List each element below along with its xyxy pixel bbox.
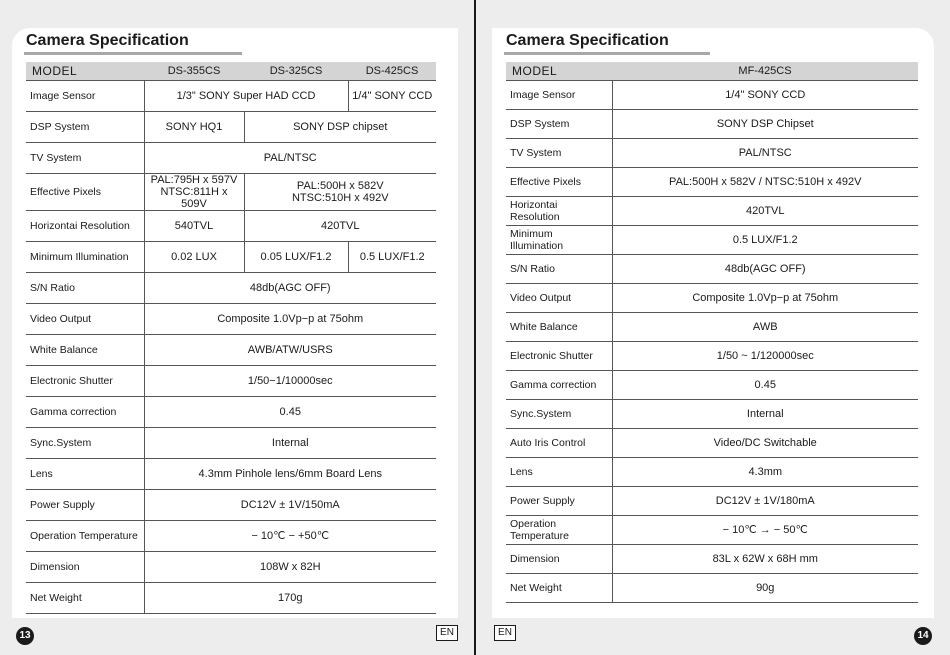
cell-value: 48db(AGC OFF) — [144, 273, 436, 304]
table-row — [26, 366, 436, 397]
row-label: Dimension — [26, 552, 144, 583]
spec-rows — [506, 81, 918, 603]
pal-pixels: PAL:500H x 582V — [296, 180, 384, 192]
table-row — [506, 516, 918, 545]
cell-value: 4.3mm — [612, 458, 918, 487]
row-label: Effective Pixels — [506, 168, 612, 197]
spec-table-mf — [506, 62, 918, 603]
table-row — [506, 110, 918, 139]
row-label: Sync.System — [506, 400, 612, 429]
cell-value: DC12V ± 1V/180mA — [612, 487, 918, 516]
row-label: White Balance — [506, 313, 612, 342]
table-row — [506, 226, 918, 255]
cell-value: 90g — [612, 574, 918, 603]
table-row — [26, 174, 436, 211]
cell-value: PAL:500H x 582V / NTSC:510H x 492V — [612, 168, 918, 197]
right-sheet — [492, 28, 934, 618]
row-label: Lens — [26, 459, 144, 490]
left-sheet — [12, 28, 458, 618]
left-page — [0, 0, 474, 655]
page-title: Camera Specification — [26, 32, 189, 49]
table-row — [26, 211, 436, 242]
table-row — [506, 139, 918, 168]
cell-value: Video/DC Switchable — [612, 429, 918, 458]
header-row — [506, 62, 918, 81]
table-row — [506, 284, 918, 313]
row-label: Net Weight — [506, 574, 612, 603]
row-label: DSP System — [506, 110, 612, 139]
row-label: Power Supply — [26, 490, 144, 521]
row-label: Operation Temperature — [26, 521, 144, 552]
row-label: Video Output — [506, 284, 612, 313]
row-label: Electronic Shutter — [506, 342, 612, 371]
table-row — [506, 545, 918, 574]
cell-value: 1/4" SONY CCD — [348, 81, 436, 112]
cell-value: 1/50−1/10000sec — [144, 366, 436, 397]
cell-value: Internal — [144, 428, 436, 459]
table-row — [26, 112, 436, 143]
row-label: S/N Ratio — [26, 273, 144, 304]
row-label: Lens — [506, 458, 612, 487]
cell-value: 0.5 LUX/F1.2 — [612, 226, 918, 255]
cell-value: 0.02 LUX — [144, 242, 244, 273]
row-label: TV System — [26, 143, 144, 174]
cell-value: AWB/ATW/USRS — [144, 335, 436, 366]
right-page — [476, 0, 950, 655]
cell-value: 48db(AGC OFF) — [612, 255, 918, 284]
cell-value: − 10℃ → − 50℃ — [612, 516, 918, 545]
header-row — [26, 62, 436, 81]
cell-value: SONY DSP chipset — [244, 112, 436, 143]
cell-value: 420TVL — [612, 197, 918, 226]
table-row — [26, 242, 436, 273]
cell-value: 0.5 LUX/F1.2 — [348, 242, 436, 273]
model-ds-425cs: DS-425CS — [348, 62, 436, 81]
page-number: 13 — [16, 627, 34, 645]
cell-value: Composite 1.0Vp−p at 75ohm — [612, 284, 918, 313]
table-row — [26, 521, 436, 552]
row-label: TV System — [506, 139, 612, 168]
cell-value: SONY DSP Chipset — [612, 110, 918, 139]
table-row — [26, 304, 436, 335]
table-row — [506, 81, 918, 110]
cell-value: SONY HQ1 — [144, 112, 244, 143]
table-row — [506, 313, 918, 342]
table-row — [26, 552, 436, 583]
row-label: Minimum Illumination — [506, 226, 612, 255]
table-row — [506, 487, 918, 516]
table-row — [506, 342, 918, 371]
title-underline — [24, 52, 242, 55]
table-row — [26, 273, 436, 304]
row-label: Electronic Shutter — [26, 366, 144, 397]
cell-value: 0.05 LUX/F1.2 — [244, 242, 348, 273]
cell-value: AWB — [612, 313, 918, 342]
cell-value: 420TVL — [244, 211, 436, 242]
table-row — [26, 143, 436, 174]
row-label: Video Output — [26, 304, 144, 335]
row-label: Image Sensor — [26, 81, 144, 112]
cell-value: − 10℃ − +50℃ — [144, 521, 436, 552]
row-label: S/N Ratio — [506, 255, 612, 284]
spec-table-ds — [26, 62, 436, 614]
table-row — [506, 168, 918, 197]
table-row — [26, 397, 436, 428]
cell-value: 0.45 — [612, 371, 918, 400]
ntsc-pixels: NTSC:510H x 492V — [291, 192, 389, 204]
row-label: Gamma correction — [506, 371, 612, 400]
model-mf-425cs: MF-425CS — [612, 62, 918, 81]
row-label: Auto Iris Control — [506, 429, 612, 458]
row-label: Operation Temperature — [506, 516, 612, 545]
cell-value: 108W x 82H — [144, 552, 436, 583]
cell-value: 1/50 ~ 1/120000sec — [612, 342, 918, 371]
row-label: Power Supply — [506, 487, 612, 516]
row-label: White Balance — [26, 335, 144, 366]
row-label: Horizontai Resolution — [506, 197, 612, 226]
row-label: Horizontai Resolution — [26, 211, 144, 242]
language-badge: EN — [494, 625, 516, 641]
cell-value: 170g — [144, 583, 436, 614]
model-header: MODEL — [26, 62, 144, 81]
table-row — [506, 429, 918, 458]
cell-value: Internal — [612, 400, 918, 429]
title-underline — [504, 52, 710, 55]
row-label: Image Sensor — [506, 81, 612, 110]
ntsc-pixels: NTSC:811H x 509V — [160, 186, 228, 210]
page-number: 14 — [914, 627, 932, 645]
cell-value: DC12V ± 1V/150mA — [144, 490, 436, 521]
cell-value — [144, 174, 244, 211]
row-label: Minimum Illumination — [26, 242, 144, 273]
cell-value — [244, 174, 436, 211]
cell-value: 0.45 — [144, 397, 436, 428]
cell-value: PAL/NTSC — [144, 143, 436, 174]
table-row — [506, 574, 918, 603]
row-label: Dimension — [506, 545, 612, 574]
table-row — [506, 458, 918, 487]
page-title: Camera Specification — [506, 32, 669, 49]
row-label: Gamma correction — [26, 397, 144, 428]
cell-value: 83L x 62W x 68H mm — [612, 545, 918, 574]
cell-value: 1/3" SONY Super HAD CCD — [144, 81, 348, 112]
row-label: Effective Pixels — [26, 174, 144, 211]
cell-value: PAL/NTSC — [612, 139, 918, 168]
row-label: Sync.System — [26, 428, 144, 459]
cell-value: 4.3mm Pinhole lens/6mm Board Lens — [144, 459, 436, 490]
table-row — [26, 583, 436, 614]
model-ds-325cs: DS-325CS — [244, 62, 348, 81]
model-ds-355cs: DS-355CS — [144, 62, 244, 81]
model-header: MODEL — [506, 62, 612, 81]
language-badge: EN — [436, 625, 458, 641]
table-row — [506, 255, 918, 284]
table-row — [26, 459, 436, 490]
table-row — [26, 490, 436, 521]
cell-value: 540TVL — [144, 211, 244, 242]
cell-value: 1/4" SONY CCD — [612, 81, 918, 110]
table-row — [506, 400, 918, 429]
table-row — [506, 371, 918, 400]
row-label: DSP System — [26, 112, 144, 143]
cell-value: Composite 1.0Vp−p at 75ohm — [144, 304, 436, 335]
pal-pixels: PAL:795H x 597V — [150, 174, 238, 186]
table-row — [26, 335, 436, 366]
table-row — [26, 428, 436, 459]
table-row — [26, 81, 436, 112]
row-label: Net Weight — [26, 583, 144, 614]
table-row — [506, 197, 918, 226]
